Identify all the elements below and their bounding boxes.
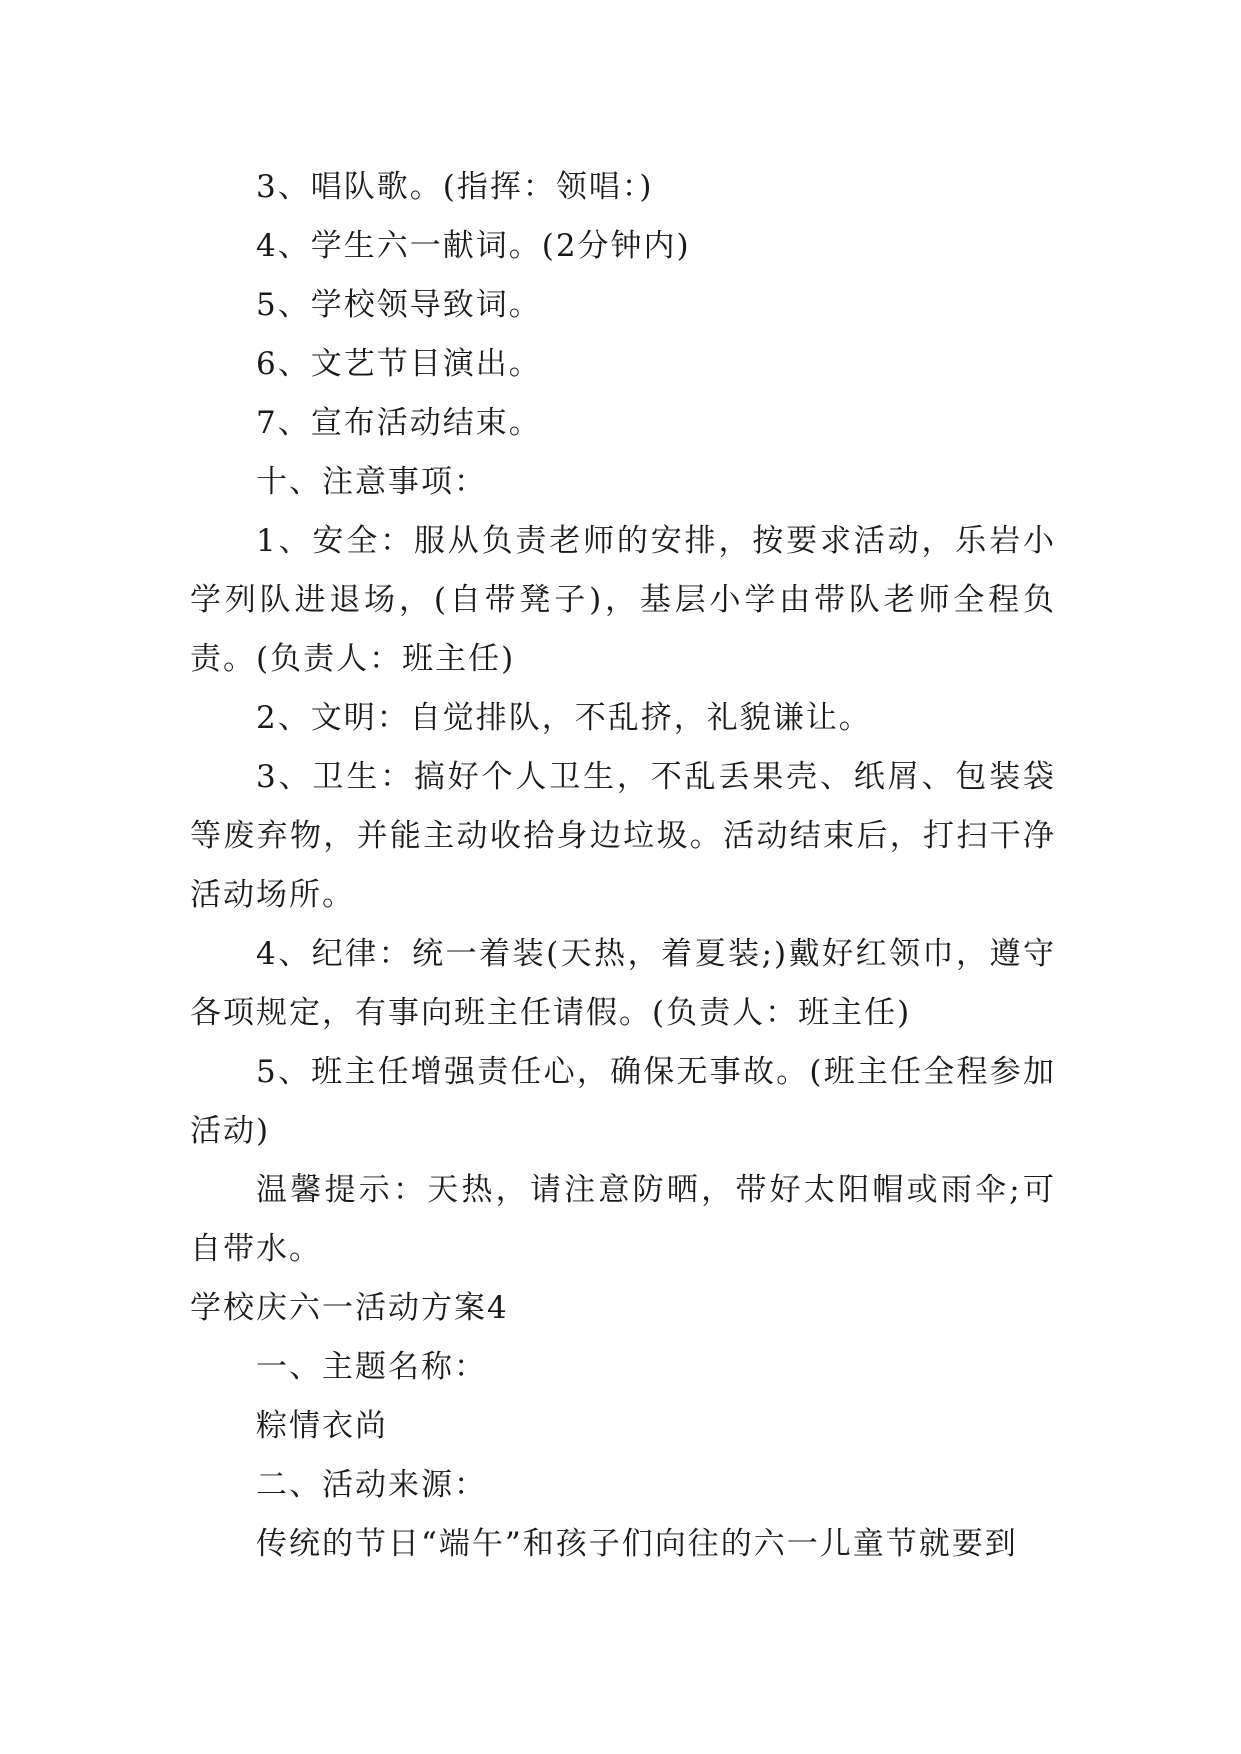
paragraph-tip: 温馨提示：天热，请注意防晒，带好太阳帽或雨伞;可自带水。: [190, 1172, 1056, 1267]
paragraph-item-4-student-speech: 4、学生六一献词。(2分钟内): [256, 228, 691, 264]
paragraph-item-7-end: 7、宣布活动结束。: [256, 405, 542, 441]
paragraph-note-hygiene: 3、卫生：搞好个人卫生，不乱丢果壳、纸屑、包装袋等废弃物，并能主动收拾身边垃圾。活动结束后，打扫干净活动场所。: [190, 759, 1056, 913]
paragraph-theme-name: 粽情衣尚: [256, 1408, 388, 1444]
plan-title: 学校庆六一活动方案4: [190, 1290, 509, 1326]
paragraph-note-discipline: 4、纪律：统一着装(天热，着夏装;)戴好红领巾，遵守各项规定，有事向班主任请假。(负责人：班主任): [190, 936, 1056, 1031]
paragraph-source: 传统的节日“端午”和孩子们向往的六一儿童节就要到: [256, 1526, 1018, 1562]
paragraph-note-civility: 2、文明：自觉排队，不乱挤，礼貌谦让。: [256, 700, 872, 736]
paragraph-item-3-sing-song: 3、唱队歌。(指挥：领唱：): [256, 169, 654, 205]
document-body: [190, 158, 1056, 1574]
paragraph-note-responsibility: 5、班主任增强责任心，确保无事故。(班主任全程参加活动): [190, 1054, 1056, 1149]
paragraph-item-5-leader-speech: 5、学校领导致词。: [256, 287, 542, 323]
section-heading-notes: 十、注意事项：: [256, 464, 487, 500]
section-heading-source: 二、活动来源：: [256, 1467, 487, 1503]
paragraph-item-6-performance: 6、文艺节目演出。: [256, 346, 542, 382]
paragraph-note-safety: 1、安全：服从负责老师的安排，按要求活动，乐岩小学列队进退场，(自带凳子)，基层小学由带队老师全程负责。(负责人：班主任): [190, 523, 1056, 677]
section-heading-theme: 一、主题名称：: [256, 1349, 487, 1385]
